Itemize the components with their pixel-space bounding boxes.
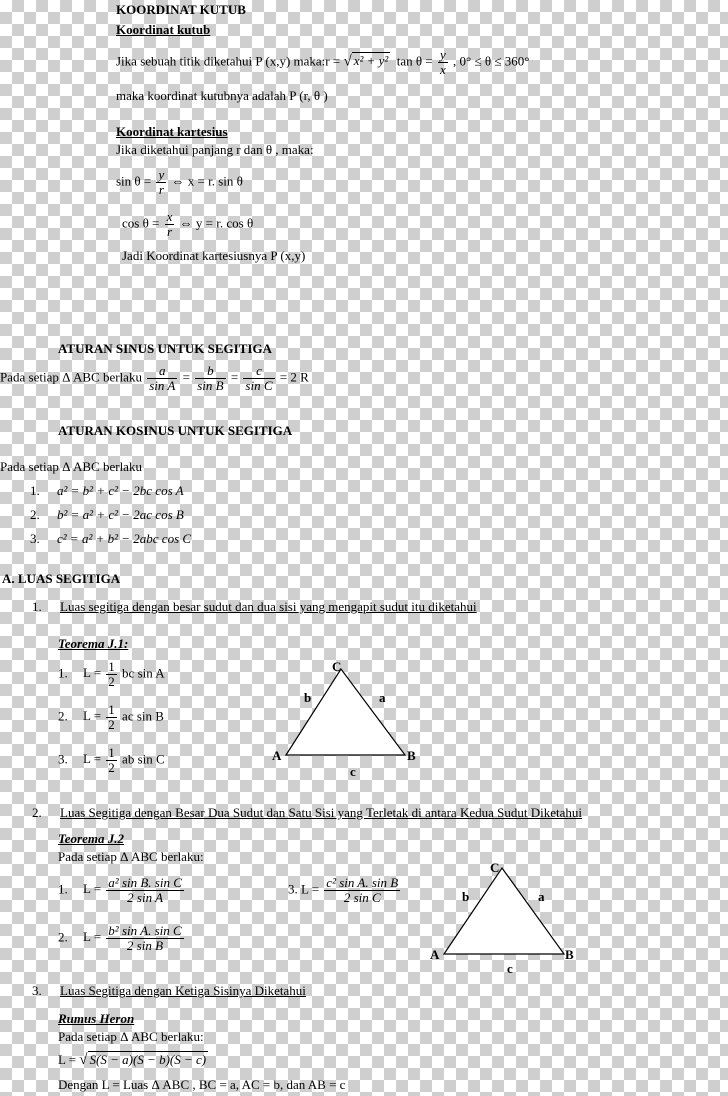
- j1-item-lhs: L =: [83, 708, 105, 724]
- side-a-label: a: [379, 690, 386, 705]
- polar-conclusion: maka koordinat kutubnya adalah P (r, θ ): [116, 88, 328, 103]
- j1-frac-den: 2: [108, 717, 115, 732]
- sine-frac-c-num: c: [243, 364, 274, 379]
- j2-fraction: [106, 924, 183, 953]
- cos-frac-den: r: [167, 224, 173, 239]
- j2-fraction: [324, 876, 400, 905]
- j1-item-num: 1.: [58, 665, 68, 681]
- cosine-item-formula: c² = a² + b² − 2abc cos C: [57, 531, 192, 546]
- j2-item-lhs: L =: [83, 881, 105, 897]
- luas-heading: A. LUAS SEGITIGA: [2, 571, 121, 586]
- cartesian-cos-formula: [122, 210, 253, 239]
- polar-range: , 0° ≤ θ ≤ 360°: [453, 53, 530, 69]
- polar-radicand: x² + y²: [353, 53, 389, 69]
- triangle-diagram-2: [426, 856, 586, 981]
- cosine-item: [30, 483, 184, 499]
- polar-frac-num: y: [440, 47, 446, 62]
- j1-item-rhs: ab sin C: [122, 751, 165, 767]
- sec3-footer: Dengan L = Luas Δ ABC , BC = a, AC = b, dan AB = c: [58, 1077, 346, 1092]
- cosine-item: [30, 531, 191, 547]
- sec3-title: Luas Segitiga dengan Ketiga Sisinya Diketahui: [60, 983, 306, 998]
- sec3-num: 3.: [32, 983, 42, 998]
- j2-item-num: 1.: [58, 881, 68, 897]
- cos-fraction: [165, 210, 175, 239]
- j2-frac-den: 2 sin A: [127, 890, 164, 905]
- sine-rule-prefix: Pada setiap Δ ABC berlaku: [0, 369, 146, 385]
- sec3-intro: Pada setiap Δ ABC berlaku:: [58, 1029, 204, 1044]
- equals-sign: =: [230, 369, 239, 385]
- j1-fraction: [106, 746, 117, 775]
- j2-item-num: 3. L =: [288, 881, 323, 897]
- cos-lhs: cos θ =: [122, 215, 163, 231]
- j2-frac-num: c² sin A. sin B: [326, 875, 399, 890]
- j2-item-num: 2.: [58, 929, 68, 945]
- sine-frac-b: [195, 364, 225, 393]
- side-a-label: a: [538, 889, 545, 904]
- equals-sign: =: [182, 369, 190, 385]
- j1-item-num: 2.: [58, 708, 68, 724]
- cartesian-subheading: Koordinat kartesius: [116, 124, 228, 139]
- sin-lhs: sin θ =: [116, 173, 155, 189]
- side-b-label: b: [304, 690, 312, 705]
- sqrt-sign-icon: √: [343, 53, 352, 70]
- side-b-label: b: [462, 889, 470, 904]
- j2-frac-den: 2 sin B: [126, 938, 164, 953]
- sine-rule-heading: ATURAN SINUS UNTUK SEGITIGA: [58, 341, 272, 356]
- j1-fraction: [106, 703, 117, 732]
- j1-item-rhs: ac sin B: [122, 708, 164, 724]
- j1-fraction: [106, 660, 117, 689]
- triangle-shape: [444, 868, 564, 954]
- vertex-c-label: C: [332, 659, 342, 674]
- sine-frac-a-num: a: [147, 364, 177, 379]
- polar-formula: [116, 48, 529, 77]
- j2-item: [288, 876, 402, 905]
- j2-frac-num: b² sin A. sin C: [108, 923, 182, 938]
- side-c-label: c: [350, 764, 356, 779]
- j2-item-lhs: L =: [83, 929, 105, 945]
- polar-fraction: [438, 48, 448, 77]
- sqrt-sign-icon: √: [79, 1052, 88, 1068]
- sec2-title: Luas Segitiga dengan Besar Dua Sudut dan Satu Sisi yang Terletak di antara Kedua Sudut Diketahui: [60, 805, 582, 820]
- j1-frac-den: 2: [108, 760, 115, 775]
- j2-item: [58, 924, 186, 953]
- cos-rhs: ⇔ y = r. cos θ: [179, 215, 254, 231]
- sine-frac-b-den: sin B: [197, 378, 224, 393]
- heron-formula: [58, 1052, 208, 1068]
- vertex-c-label: C: [490, 860, 500, 875]
- j1-item: [58, 746, 165, 775]
- cosine-item: [30, 507, 184, 523]
- sine-rule-formula: [0, 364, 309, 393]
- j1-frac-num: 1: [108, 659, 115, 674]
- sine-frac-a-den: sin A: [149, 378, 176, 393]
- polar-tan-text: tan θ =: [396, 53, 436, 69]
- cartesian-conclusion: Jadi Koordinat kartesiusnya P (x,y): [122, 248, 306, 263]
- sine-frac-b-num: b: [195, 364, 225, 379]
- theorem-j1-label: Teorema J.1:: [58, 636, 129, 651]
- heron-lhs: L =: [58, 1052, 80, 1067]
- sec2-intro: Pada setiap Δ ABC berlaku:: [58, 849, 204, 864]
- j2-fraction: [106, 876, 184, 905]
- theorem-j2-label: Teorema J.2: [58, 831, 124, 846]
- j1-frac-num: 1: [108, 702, 115, 717]
- vertex-b-label: B: [407, 748, 416, 763]
- triangle-diagram-1: [266, 656, 426, 781]
- j1-item: [58, 660, 165, 689]
- cosine-item-num: 2.: [30, 507, 40, 522]
- j2-item: [58, 876, 186, 905]
- j1-item-num: 3.: [58, 751, 68, 767]
- side-c-label: c: [507, 961, 513, 976]
- j1-frac-num: 1: [108, 745, 115, 760]
- vertex-a-label: A: [430, 947, 440, 962]
- cosine-item-formula: a² = b² + c² − 2bc cos A: [57, 483, 184, 498]
- heron-radicand: S(S − a)(S − b)(S − c): [89, 1052, 207, 1067]
- sin-rhs: ⇔ x = r. sin θ: [171, 173, 243, 189]
- j1-item: [58, 703, 164, 732]
- cosine-rule-intro: Pada setiap Δ ABC berlaku: [0, 459, 142, 474]
- sin-frac-num: y: [158, 167, 165, 182]
- vertex-a-label: A: [272, 748, 282, 763]
- sine-frac-a: [147, 364, 177, 393]
- triangle-shape: [286, 669, 405, 755]
- heron-label: Rumus Heron: [58, 1011, 135, 1026]
- sec2-num: 2.: [32, 805, 42, 820]
- sine-rule-result: = 2 R: [279, 369, 309, 385]
- cosine-item-formula: b² = a² + c² − 2ac cos B: [57, 507, 184, 522]
- cosine-item-num: 3.: [30, 531, 40, 546]
- j2-frac-den: 2 sin C: [343, 890, 381, 905]
- sin-fraction: [156, 168, 166, 197]
- j1-frac-den: 2: [108, 674, 115, 689]
- j2-frac-num: a² sin B. sin C: [108, 875, 182, 890]
- j1-item-rhs: bc sin A: [122, 665, 165, 681]
- sine-frac-c-den: sin C: [245, 378, 273, 393]
- sec1-num: 1.: [32, 599, 42, 614]
- cartesian-sin-formula: [116, 168, 243, 197]
- polar-subheading: Koordinat kutub: [116, 22, 211, 37]
- j1-item-lhs: L =: [83, 751, 105, 767]
- cosine-rule-heading: ATURAN KOSINUS UNTUK SEGITIGA: [58, 423, 293, 438]
- polar-formula-prefix: Jika sebuah titik diketahui P (x,y) maka:r =: [116, 53, 344, 69]
- vertex-b-label: B: [565, 947, 574, 962]
- polar-frac-den: x: [440, 62, 446, 77]
- sec1-title: Luas segitiga dengan besar sudut dan dua sisi yang mengapit sudut itu diketahui: [60, 599, 477, 614]
- sine-frac-c: [243, 364, 274, 393]
- cos-frac-num: x: [166, 209, 173, 224]
- sin-frac-den: r: [158, 182, 164, 197]
- cosine-item-num: 1.: [30, 483, 40, 498]
- j1-item-lhs: L =: [83, 665, 105, 681]
- polar-heading: KOORDINAT KUTUB: [116, 2, 246, 17]
- cartesian-intro: Jika diketahui panjang r dan θ , maka:: [116, 142, 314, 157]
